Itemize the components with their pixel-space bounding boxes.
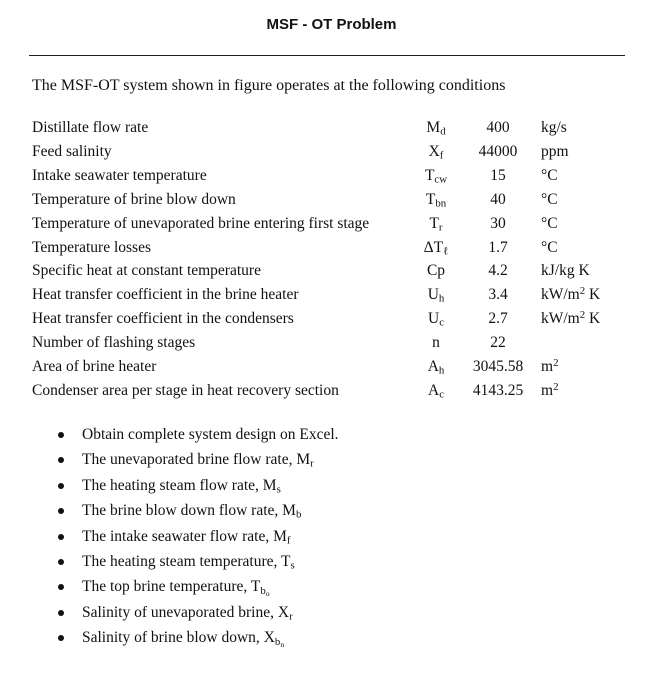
bullet-icon	[58, 483, 64, 489]
bullet-icon	[58, 432, 64, 438]
parameter-value: 3.4	[488, 286, 508, 304]
task-text	[82, 627, 284, 649]
parameter-row	[0, 141, 663, 163]
parameter-value: 1.7	[488, 238, 508, 256]
unit-text: m	[541, 381, 554, 399]
unit-tail: K	[585, 286, 601, 304]
subscript-text: r	[289, 610, 293, 623]
parameter-value: 44000	[478, 142, 518, 160]
task-description: The top brine temperature,	[82, 578, 251, 596]
parameter-label: Specific heat at constant temperature	[32, 262, 261, 280]
bullet-icon	[58, 584, 64, 590]
parameter-label: Feed salinity	[32, 142, 112, 160]
parameter-symbol	[414, 380, 458, 402]
symbol-subscript: r	[438, 221, 443, 234]
symbol-subscript: bn	[435, 197, 447, 210]
subscript-text: b	[260, 585, 266, 598]
task-description: The heating steam flow rate,	[82, 476, 263, 494]
symbol-main: A	[427, 358, 439, 375]
unit-text: °C	[541, 238, 558, 256]
parameter-unit	[541, 260, 590, 282]
task-text	[82, 576, 270, 598]
unit-text: m	[541, 358, 554, 375]
task-description: The heating steam temperature,	[82, 553, 281, 570]
unit-text: kW/m	[541, 286, 580, 304]
bullet-icon	[58, 534, 64, 540]
parameter-row	[0, 237, 663, 259]
task-description: Salinity of unevaporated brine,	[82, 603, 278, 621]
task-text	[82, 449, 314, 471]
intro-text: The MSF-OT system shown in figure operates at the following conditions	[32, 77, 506, 94]
parameter-value: 40	[490, 190, 506, 208]
bullet-icon	[58, 559, 64, 565]
sub-subscript: n	[280, 639, 285, 649]
task-symbol-subscript	[275, 636, 284, 648]
unit-superscript: 2	[553, 357, 559, 370]
task-symbol-subscript	[296, 509, 301, 521]
task-text	[82, 551, 295, 573]
task-symbol: X	[263, 629, 275, 647]
subscript-text: f	[286, 534, 291, 547]
task-text	[82, 526, 291, 548]
symbol-main: U	[427, 310, 440, 328]
unit-text: °C	[541, 214, 558, 232]
symbol-subscript: h	[438, 293, 445, 305]
parameter-label: Temperature losses	[32, 238, 151, 256]
parameter-symbol	[414, 237, 458, 259]
parameter-row	[0, 308, 663, 330]
subscript-text: r	[310, 458, 314, 471]
symbol-main: T	[424, 166, 435, 184]
parameter-unit	[541, 165, 558, 187]
parameter-symbol	[414, 213, 458, 235]
parameter-symbol	[414, 332, 458, 354]
unit-text: kJ/kg K	[541, 262, 590, 280]
parameter-label: Heat transfer coefficient in the condensers	[32, 310, 294, 328]
title-divider	[29, 55, 625, 56]
parameter-label: Intake seawater temperature	[32, 166, 207, 184]
parameter-row	[0, 260, 663, 282]
parameter-value: 3045.58	[472, 358, 524, 375]
parameter-symbol	[414, 165, 458, 187]
unit-text: °C	[541, 166, 558, 184]
parameter-label: Temperature of brine blow down	[32, 190, 236, 208]
parameter-value: 4143.25	[472, 381, 524, 399]
parameter-row	[0, 356, 663, 378]
subscript-text: s	[276, 483, 281, 496]
unit-tail: K	[585, 310, 601, 328]
parameter-symbol	[414, 141, 458, 163]
task-symbol: M	[273, 527, 287, 545]
sub-subscript: o	[265, 588, 270, 598]
parameter-unit	[541, 141, 569, 163]
bullet-icon	[58, 635, 64, 641]
symbol-subscript: h	[438, 364, 445, 377]
parameter-label: Temperature of unevaporated brine entering first stage	[32, 214, 370, 232]
parameter-value: 4.2	[488, 262, 508, 280]
subscript-text: s	[290, 559, 295, 572]
parameter-row	[0, 117, 663, 139]
bullet-icon	[58, 508, 64, 514]
parameter-value: 30	[490, 214, 506, 232]
parameter-symbol	[414, 260, 458, 282]
task-symbol: T	[250, 578, 261, 596]
parameter-unit	[541, 380, 558, 402]
symbol-subscript: d	[440, 125, 446, 138]
symbol-main: M	[426, 119, 441, 136]
parameter-label: Number of flashing stages	[32, 334, 196, 352]
symbol-main: T	[429, 214, 439, 232]
task-symbol-subscript	[310, 458, 314, 470]
task-description: The brine blow down flow rate,	[82, 502, 283, 520]
symbol-main: U	[427, 286, 439, 304]
subscript-text: b	[274, 635, 281, 648]
parameter-value: 400	[486, 119, 510, 136]
symbol-main: T	[425, 190, 436, 208]
symbol-subscript: c	[439, 388, 445, 401]
parameter-symbol	[414, 117, 458, 139]
parameter-row	[0, 165, 663, 187]
parameter-unit	[541, 308, 600, 330]
task-symbol-subscript	[277, 484, 281, 496]
unit-text: °C	[541, 190, 558, 208]
parameter-value: 2.7	[488, 310, 508, 328]
parameter-value: 22	[490, 334, 506, 352]
task-symbol-subscript	[290, 560, 294, 572]
task-symbol-subscript	[260, 585, 269, 597]
task-text	[82, 424, 339, 446]
symbol-subscript: ℓ	[443, 245, 449, 258]
page-title: MSF - OT Problem	[266, 16, 397, 33]
unit-superscript: 2	[553, 381, 559, 394]
task-symbol: X	[277, 603, 290, 621]
symbol-main: n	[432, 334, 440, 352]
task-symbol: T	[280, 553, 291, 570]
task-description: The intake seawater flow rate,	[82, 527, 274, 545]
task-text	[82, 475, 281, 497]
symbol-main: A	[427, 381, 440, 399]
task-text	[82, 602, 293, 624]
parameter-value: 15	[490, 166, 506, 184]
parameter-label: Heat transfer coefficient in the brine heater	[32, 286, 299, 304]
parameter-symbol	[414, 308, 458, 330]
parameter-unit	[541, 189, 558, 211]
symbol-subscript: cw	[434, 173, 448, 186]
task-text	[82, 500, 301, 522]
task-symbol-subscript	[289, 611, 293, 623]
parameter-symbol	[414, 284, 458, 306]
unit-text: kg/s	[541, 119, 567, 136]
task-symbol: M	[296, 451, 311, 469]
parameter-label: Area of brine heater	[32, 358, 157, 375]
parameter-symbol	[414, 356, 458, 378]
symbol-subscript: c	[439, 316, 445, 329]
symbol-main: X	[428, 142, 440, 160]
symbol-main: ΔT	[423, 238, 444, 256]
bullet-icon	[58, 610, 64, 616]
parameter-unit	[541, 117, 567, 139]
task-symbol: M	[262, 476, 277, 494]
unit-superscript: 2	[579, 285, 586, 298]
task-description: The unevaporated brine flow rate,	[82, 451, 297, 469]
parameter-label: Condenser area per stage in heat recovery section	[32, 381, 339, 399]
unit-text: kW/m	[541, 310, 580, 328]
parameter-row	[0, 332, 663, 354]
task-symbol-subscript	[287, 534, 291, 546]
parameter-row	[0, 284, 663, 306]
parameter-label: Distillate flow rate	[32, 119, 149, 136]
parameter-unit	[541, 356, 558, 378]
symbol-subscript: f	[439, 149, 444, 162]
unit-superscript: 2	[579, 309, 586, 322]
parameter-unit	[541, 237, 558, 259]
unit-text: ppm	[541, 142, 569, 160]
task-description: Obtain complete system design on Excel.	[82, 426, 339, 443]
parameter-symbol	[414, 189, 458, 211]
task-description: Salinity of brine blow down,	[82, 629, 264, 647]
parameter-row	[0, 213, 663, 235]
parameter-unit	[541, 284, 600, 306]
symbol-main: Cp	[426, 262, 446, 280]
parameter-unit	[541, 213, 558, 235]
bullet-icon	[58, 457, 64, 463]
subscript-text: b	[295, 508, 302, 521]
parameter-row	[0, 189, 663, 211]
parameter-row	[0, 380, 663, 402]
task-symbol: M	[282, 502, 296, 520]
